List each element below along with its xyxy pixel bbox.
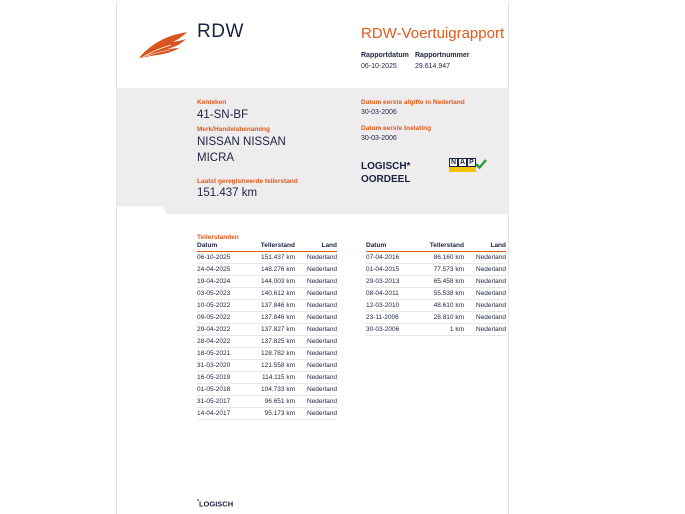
cell-tellerstand: 1 km xyxy=(418,323,464,335)
logisch-oordeel xyxy=(361,160,410,186)
table-row xyxy=(197,383,337,395)
toelating-label: Datum eerste toelating xyxy=(361,125,432,132)
report-title: RDW-Voertuigrapport xyxy=(361,25,505,42)
cell-datum: 08-04-2011 xyxy=(366,287,418,299)
table-row xyxy=(366,299,506,311)
logisch-line: LOGISCH* xyxy=(361,161,411,172)
table-row xyxy=(197,395,337,407)
table-row xyxy=(197,359,337,371)
col-datum-header: Datum xyxy=(366,241,418,251)
cell-land: Nederland xyxy=(295,395,337,407)
nap-letter-p: P xyxy=(467,158,476,167)
cell-land: Nederland xyxy=(295,407,337,419)
cell-tellerstand: 144.003 km xyxy=(249,275,295,287)
cell-land: Nederland xyxy=(295,359,337,371)
cell-land: Nederland xyxy=(464,323,506,335)
table-row xyxy=(366,263,506,275)
cell-tellerstand: 121.558 km xyxy=(249,359,295,371)
cell-tellerstand: 137.825 km xyxy=(249,335,295,347)
cell-datum: 12-03-2010 xyxy=(366,299,418,311)
afgifte-value: 30-03-2006 xyxy=(361,109,397,116)
tellerstanden-table-left xyxy=(197,241,337,420)
table-row xyxy=(197,407,337,419)
merk-value: NISSAN NISSAN xyxy=(197,136,286,148)
cell-land: Nederland xyxy=(295,335,337,347)
cell-datum: 24-04-2025 xyxy=(197,263,249,275)
table-row xyxy=(366,323,506,335)
tellerstand-value: 151.437 km xyxy=(197,187,258,199)
table-header-row xyxy=(197,241,337,251)
cell-datum: 01-04-2015 xyxy=(366,263,418,275)
cell-land: Nederland xyxy=(464,263,506,275)
cell-datum: 18-05-2021 xyxy=(197,347,249,359)
toelating-value: 30-03-2006 xyxy=(361,135,397,142)
cell-land: Nederland xyxy=(464,287,506,299)
table-row xyxy=(197,251,337,263)
kenteken-value: 41-SN-BF xyxy=(197,109,249,121)
table-row xyxy=(366,251,506,263)
rdw-wing-logo-icon xyxy=(137,30,189,60)
table-row xyxy=(366,311,506,323)
col-land-header: Land xyxy=(464,241,506,251)
cell-land: Nederland xyxy=(295,323,337,335)
cell-land: Nederland xyxy=(295,263,337,275)
table-row xyxy=(197,299,337,311)
cell-land: Nederland xyxy=(464,275,506,287)
merk-label: Merk/Handelsbenaming xyxy=(197,126,270,133)
table-row xyxy=(366,275,506,287)
checkmark-icon xyxy=(475,158,487,170)
cell-datum: 16-05-2019 xyxy=(197,371,249,383)
cell-tellerstand: 104.733 km xyxy=(249,383,295,395)
cell-tellerstand: 137.846 km xyxy=(249,299,295,311)
cell-datum: 10-05-2022 xyxy=(197,299,249,311)
cell-datum: 19-04-2024 xyxy=(197,275,249,287)
cell-datum: 07-04-2016 xyxy=(366,251,418,263)
cell-land: Nederland xyxy=(295,287,337,299)
cell-tellerstand: 95.173 km xyxy=(249,407,295,419)
table-row xyxy=(197,371,337,383)
cell-tellerstand: 55.538 km xyxy=(418,287,464,299)
rapportnummer-label: Rapportnummer xyxy=(415,52,470,59)
cell-datum: 09-05-2022 xyxy=(197,311,249,323)
cell-datum: 06-10-2025 xyxy=(197,251,249,263)
afgifte-label: Datum eerste afgifte in Nederland xyxy=(361,99,465,106)
cell-land: Nederland xyxy=(295,311,337,323)
cell-land: Nederland xyxy=(295,299,337,311)
cell-tellerstand: 77.573 km xyxy=(418,263,464,275)
table-row xyxy=(197,263,337,275)
cell-datum: 03-05-2023 xyxy=(197,287,249,299)
cell-datum: 01-05-2018 xyxy=(197,383,249,395)
table-row xyxy=(197,287,337,299)
footer-logisch-text: LOGISCH xyxy=(198,499,234,509)
col-tellerstand-header: Tellerstand xyxy=(418,241,464,251)
cell-land: Nederland xyxy=(464,299,506,311)
nap-logo xyxy=(449,158,487,172)
cell-land: Nederland xyxy=(295,371,337,383)
tellerstanden-table-right xyxy=(366,241,506,336)
cell-land: Nederland xyxy=(295,347,337,359)
cell-tellerstand: 137.846 km xyxy=(249,311,295,323)
vehicle-info-band xyxy=(117,88,509,214)
table-row xyxy=(197,311,337,323)
cell-datum: 23-11-2006 xyxy=(366,311,418,323)
cell-tellerstand: 148.276 km xyxy=(249,263,295,275)
cell-datum: 31-03-2020 xyxy=(197,359,249,371)
cell-tellerstand: 114.115 km xyxy=(249,371,295,383)
cell-land: Nederland xyxy=(295,383,337,395)
cell-tellerstand: 28.810 km xyxy=(418,311,464,323)
col-datum-header: Datum xyxy=(197,241,249,251)
table-row xyxy=(197,335,337,347)
table-row xyxy=(197,347,337,359)
cell-land: Nederland xyxy=(464,311,506,323)
cell-datum: 14-04-2017 xyxy=(197,407,249,419)
table-row xyxy=(366,287,506,299)
col-land-header: Land xyxy=(295,241,337,251)
nap-yellow-bar xyxy=(449,167,476,172)
oordeel-line: OORDEEL xyxy=(361,174,411,185)
rapportdatum-label: Rapportdatum xyxy=(361,52,409,59)
cell-tellerstand: 48.610 km xyxy=(418,299,464,311)
rapportnummer-value: 29.614.947 xyxy=(415,63,451,70)
cell-tellerstand: 137.827 km xyxy=(249,323,295,335)
tellerstanden-title: Tellerstanden xyxy=(197,234,239,241)
report-page xyxy=(116,2,509,514)
cell-tellerstand: 96.651 km xyxy=(249,395,295,407)
footer-logisch xyxy=(197,499,233,509)
cell-land: Nederland xyxy=(295,251,337,263)
cell-tellerstand: 128.782 km xyxy=(249,347,295,359)
footer-asterisk: * xyxy=(197,499,199,505)
nap-letter-a: A xyxy=(459,159,466,166)
col-tellerstand-header: Tellerstand xyxy=(249,241,295,251)
cell-datum: 30-03-2006 xyxy=(366,323,418,335)
cell-datum: 31-05-2017 xyxy=(197,395,249,407)
model-value: MICRA xyxy=(197,152,235,164)
logo-text: RDW xyxy=(197,21,244,42)
cell-datum: 29-03-2013 xyxy=(366,275,418,287)
table-row xyxy=(197,275,337,287)
cell-datum: 29-04-2022 xyxy=(197,323,249,335)
cell-tellerstand: 151.437 km xyxy=(249,251,295,263)
tellerstand-label: Laatst geregistreerde tellerstand xyxy=(197,178,298,185)
cell-tellerstand: 86.160 km xyxy=(418,251,464,263)
nap-letter-n: N xyxy=(450,159,457,166)
kenteken-label: Kenteken xyxy=(197,99,227,106)
cell-tellerstand: 140.612 km xyxy=(249,287,295,299)
table-row xyxy=(197,323,337,335)
cell-land: Nederland xyxy=(295,275,337,287)
cell-datum: 28-04-2022 xyxy=(197,335,249,347)
rapportdatum-value: 06-10-2025 xyxy=(361,63,397,70)
table-header-row xyxy=(366,241,506,251)
cell-land: Nederland xyxy=(464,251,506,263)
cell-tellerstand: 65.458 km xyxy=(418,275,464,287)
